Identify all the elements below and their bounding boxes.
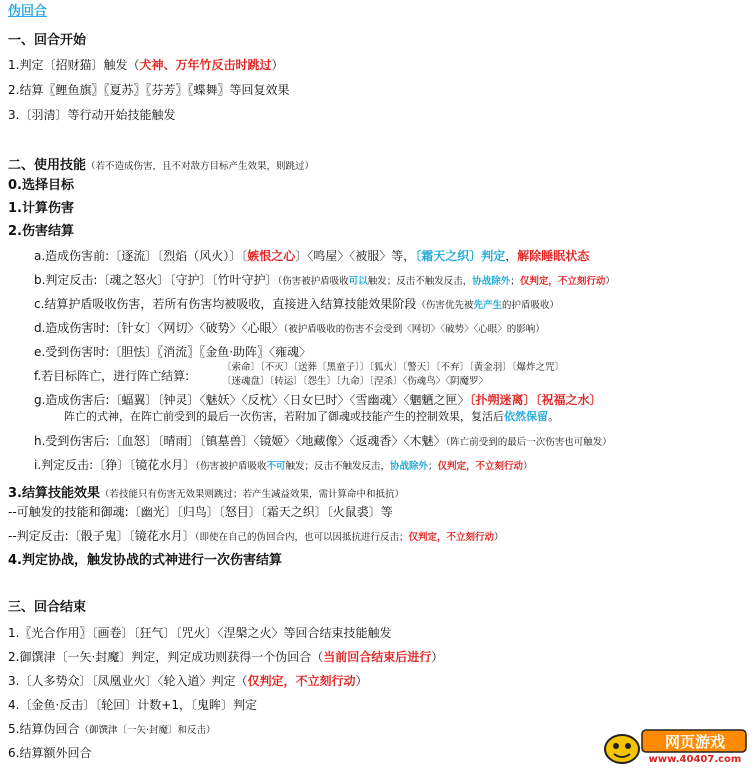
page-title: 伪回合 [8, 4, 48, 19]
item-i: i.判定反击:〔狰〕〔镜花水月〕（伤害被护盾吸收不可触发；反击不触发反击，协战除外；仅判定，不立刻行动） [34, 458, 533, 472]
sec3-line-4: 4.〔金鱼·反击〕〔轮回〕计数+1，〔鬼眸〕判定 [8, 698, 257, 712]
logo-brand-text: 网页游戏 [664, 733, 725, 751]
item-e: e.受到伤害时:〔胆怯〕〖消流〗〖金鱼·助阵〗〈雍魂〉 [34, 345, 312, 359]
item-h: h.受到伤害后:〔血怒〕〔晴雨〕〔镇墓兽〕〈镜姬〉〈地藏像〉〈返魂香〉〈木魅〉（阵亡前受到的最后一次伤害也可触发） [34, 434, 612, 448]
item-f-row-2: 〔迷魂盘〕〔转运〕〔怨生〕〔九命〕〔涅杀〕〈伤魂鸟〉〈阴魔罗〉 [222, 376, 489, 387]
step-0: 0.选择目标 [8, 178, 74, 193]
step-2: 2.伤害结算 [8, 224, 74, 239]
section-3-heading: 三、回合结束 [8, 600, 87, 615]
step-3: 3.结算技能效果（若技能只有伤害无效果则跳过；若产生减益效果，需计算命中和抵抗） [8, 486, 404, 501]
sec3-line-3: 3.〔人多势众〕〔凤凰业火〕〈轮入道〉判定（仅判定，不立刻行动） [8, 674, 368, 688]
item-a: a.造成伤害前:〔逐流〕〔烈焰（风火）〕〔嫉恨之心〕〈鸣屋〉〈被服〉等，〔霜天之织〕判定，解除睡眠状态 [34, 249, 590, 263]
sec1-line-2: 2.结算〖鲤鱼旗〗〖夏苏〗〖芬芳〗〖蝶舞〗等回复效果 [8, 83, 290, 97]
sec3-line-2: 2.御馔津〔一矢·封魔〕判定，判定成功则获得一个伪回合（当前回合结束后进行） [8, 650, 444, 664]
logo-url-text: www.40407.com [648, 754, 742, 765]
section-1-heading: 一、回合开始 [8, 33, 87, 48]
triggerable-skills: --可触发的技能和御魂:〔幽光〕〔归鸟〕〔怒目〕〔霜天之织〕〔火鼠裘〕等 [8, 505, 393, 519]
item-f-row-1: 〔索命〕〔不灭〕〔送葬〔黑童子〕〕〔狐火〕〔警天〕〔不弃〕〔黄金羽〕〔爆炸之咒〕 [222, 362, 565, 373]
sec3-line-5: 5.结算伪回合（御馔津〔一矢·封魔〕和反击） [8, 722, 216, 736]
sec3-line-1: 1.〖光合作用〗〔画卷〕〔狂气〕〔咒火〕〈涅槃之火〉等回合结束技能触发 [8, 626, 392, 640]
sec1-line-1: 1.判定〔招财猫〕触发（犬神、万年竹反击时跳过） [8, 58, 284, 72]
item-f: f.若目标阵亡，进行阵亡结算: [34, 369, 190, 383]
section-2-heading: 二、使用技能（若不造成伤害，且不对敌方目标产生效果，则跳过） [8, 158, 315, 173]
sec1-line-3: 3.〔羽清〕等行动开始技能触发 [8, 108, 176, 122]
item-g-continuation: 阵亡的式神，在阵亡前受到的最后一次伤害，若附加了御魂或技能产生的控制效果，复活后依然保留。 [64, 410, 559, 423]
item-b: b.判定反击:〔魂之怒火〕〔守护〕〔竹叶守护〕（伤害被护盾吸收可以触发；反击不触发反击，协战除外；仅判定，不立刻行动） [34, 273, 615, 287]
sec3-line-6: 6.结算额外回合 [8, 746, 92, 760]
item-d: d.造成伤害时:〔针女〕〈网切〉〈破势〉〈心眼〉（被护盾吸收的伤害不会受到〈网切〉〈破势〉〈心眼〉的影响） [34, 321, 545, 335]
step-1: 1.计算伤害 [8, 201, 74, 216]
item-c: c.结算护盾吸收伤害，若所有伤害均被吸收，直接进入结算技能效果阶段（伤害优先被先产生的护盾吸收） [34, 297, 559, 311]
item-g: g.造成伤害后:〔蝠翼〕〔钟灵〕〈魅妖〉〈反枕〉〈日女巳时〉〈雪幽魂〉〈魍魉之匣〉〔扑朔迷离〕〔祝福之水〕 [34, 393, 602, 407]
step-4: 4.判定协战，触发协战的式神进行一次伤害结算 [8, 553, 282, 568]
site-logo [600, 727, 750, 767]
judge-counter: --判定反击:〔骰子鬼〕〔镜花水月〕（即使在自己的伪回合内，也可以因抵抗进行反击；仅判定，不立刻行动） [8, 529, 504, 543]
